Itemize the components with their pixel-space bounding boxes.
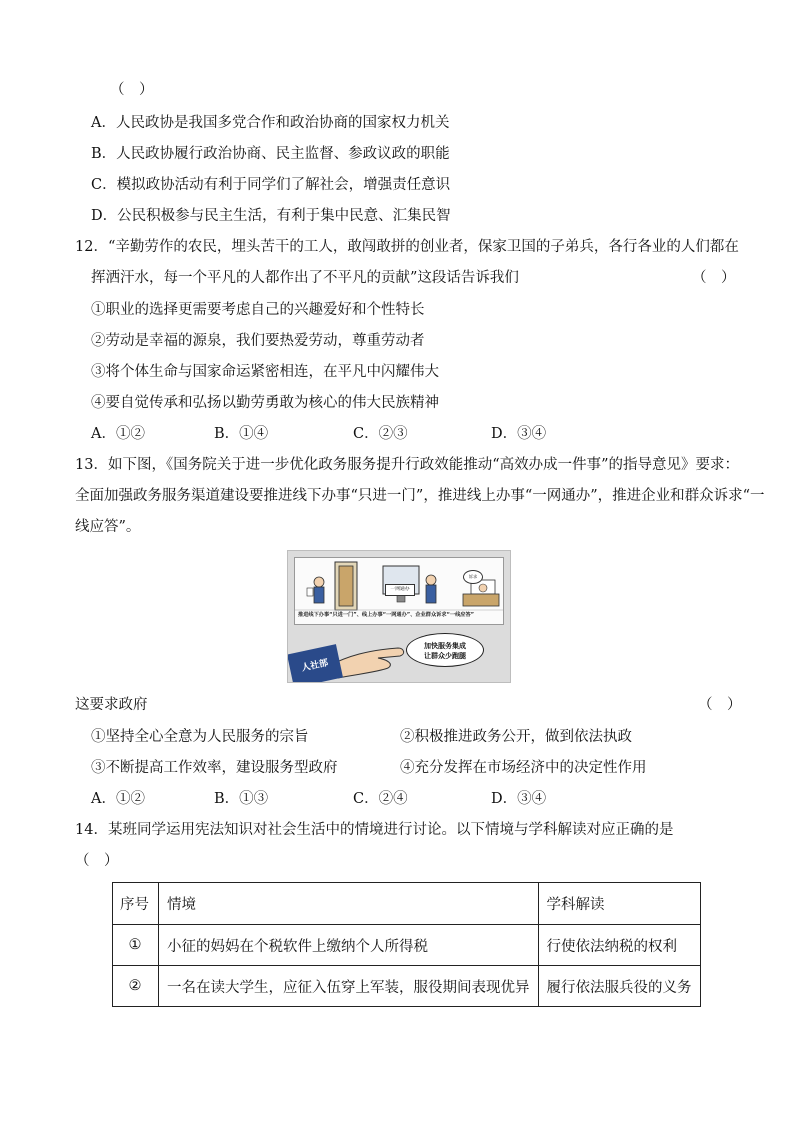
q12-choice-c: C．②③ (353, 426, 408, 442)
table-header-row (113, 883, 701, 925)
table-cell: 行使依法纳税的权利 (538, 925, 700, 966)
q12-answer-paren: （ ） (692, 270, 736, 286)
q13-item-1: ①坚持全心全意为人民服务的宗旨 (91, 729, 309, 745)
cartoon-caption: 推进线下办事“只进一门”、线上办事“一网通办”、企业群众诉求“一线应答” (298, 612, 475, 618)
q14-table (112, 882, 701, 1007)
bubble-line-1: 加快服务集成 (424, 642, 466, 650)
q13-choice-d: D．③④ (491, 791, 547, 807)
q12-stem-line1: 12．“辛勤劳作的农民，埋头苦干的工人，敢闯敢拼的创业者，保家卫国的子弟兵，各行各业的人们都在 (75, 239, 739, 255)
cartoon-main-bubble (406, 633, 484, 667)
q12-choice-d: D．③④ (491, 426, 547, 442)
q11-answer-paren: （ ） (110, 82, 154, 98)
q11-option-a: A．人民政协是我国多党合作和政治协商的国家权力机关 (91, 115, 450, 131)
q13-stem-line1: 13．如下图，《国务院关于进一步优化政务服务提升行政效能推动“高效办成一件事”的指导意见》要求： (75, 457, 740, 473)
bubble-line-2: 让群众少跑腿 (424, 652, 466, 660)
cartoon-small-bubble: 诉求 (463, 570, 483, 584)
q13-choice-a: A．①② (91, 791, 145, 807)
table-cell: ② (113, 966, 159, 1007)
cartoon-sleeve-label: 人社部 (287, 644, 343, 683)
table-cell: 小征的妈妈在个税软件上缴纳个人所得税 (159, 925, 539, 966)
table-header-cell: 学科解读 (538, 883, 700, 925)
q11-option-c: C．模拟政协活动有利于同学们了解社会，增强责任意识 (91, 177, 451, 193)
q13-lead: 这要求政府 (75, 697, 148, 713)
q12-stem-line2: 挥洒汗水，每一个平凡的人都作出了不平凡的贡献”这段话告诉我们 (91, 270, 519, 286)
q12-item-4: ④要自觉传承和弘扬以勤劳勇敢为核心的伟大民族精神 (91, 395, 439, 411)
q13-item-3: ③不断提高工作效率，建设服务型政府 (91, 760, 338, 776)
q13-choice-b: B．①③ (214, 791, 269, 807)
q12-choice-a: A．①② (91, 426, 145, 442)
table-cell: ① (113, 925, 159, 966)
q12-choice-b: B．①④ (214, 426, 269, 442)
q11-option-d: D．公民积极参与民主生活，有利于集中民意、汇集民智 (91, 208, 451, 224)
table-header-cell: 序号 (113, 883, 159, 925)
q13-stem-line3: 线应答”。 (75, 519, 141, 535)
q13-figure-cartoon (287, 550, 511, 683)
q12-item-1: ①职业的选择更需要考虑自己的兴趣爱好和个性特长 (91, 302, 425, 318)
q12-item-2: ②劳动是幸福的源泉，我们要热爱劳动，尊重劳动者 (91, 333, 425, 349)
table-cell: 一名在读大学生，应征入伍穿上军装，服役期间表现优异 (159, 966, 539, 1007)
q11-option-b: B．人民政协履行政治协商、民主监督、参政议政的职能 (91, 146, 450, 162)
q14-stem: 14．某班同学运用宪法知识对社会生活中的情境进行讨论。以下情境与学科解读对应正确的是 (75, 822, 674, 838)
table-row (113, 966, 701, 1007)
table-row (113, 925, 701, 966)
q13-answer-paren: （ ） (698, 697, 742, 713)
q13-item-4: ④充分发挥在市场经济中的决定性作用 (400, 760, 647, 776)
table-cell: 履行依法服兵役的义务 (538, 966, 700, 1007)
table-header-cell: 情境 (159, 883, 539, 925)
q13-item-2: ②积极推进政务公开，做到依法执政 (400, 729, 632, 745)
q14-answer-paren: （ ） (75, 853, 119, 869)
q13-stem-line2: 全面加强政务服务渠道建设要推进线下办事“只进一门”，推进线上办事“一网通办”，推进企业和群众诉求“一 (75, 488, 765, 504)
q12-item-3: ③将个体生命与国家命运紧密相连，在平凡中闪耀伟大 (91, 364, 439, 380)
q13-choice-c: C．②④ (353, 791, 408, 807)
cartoon-sign: 一网通办 (385, 584, 415, 596)
